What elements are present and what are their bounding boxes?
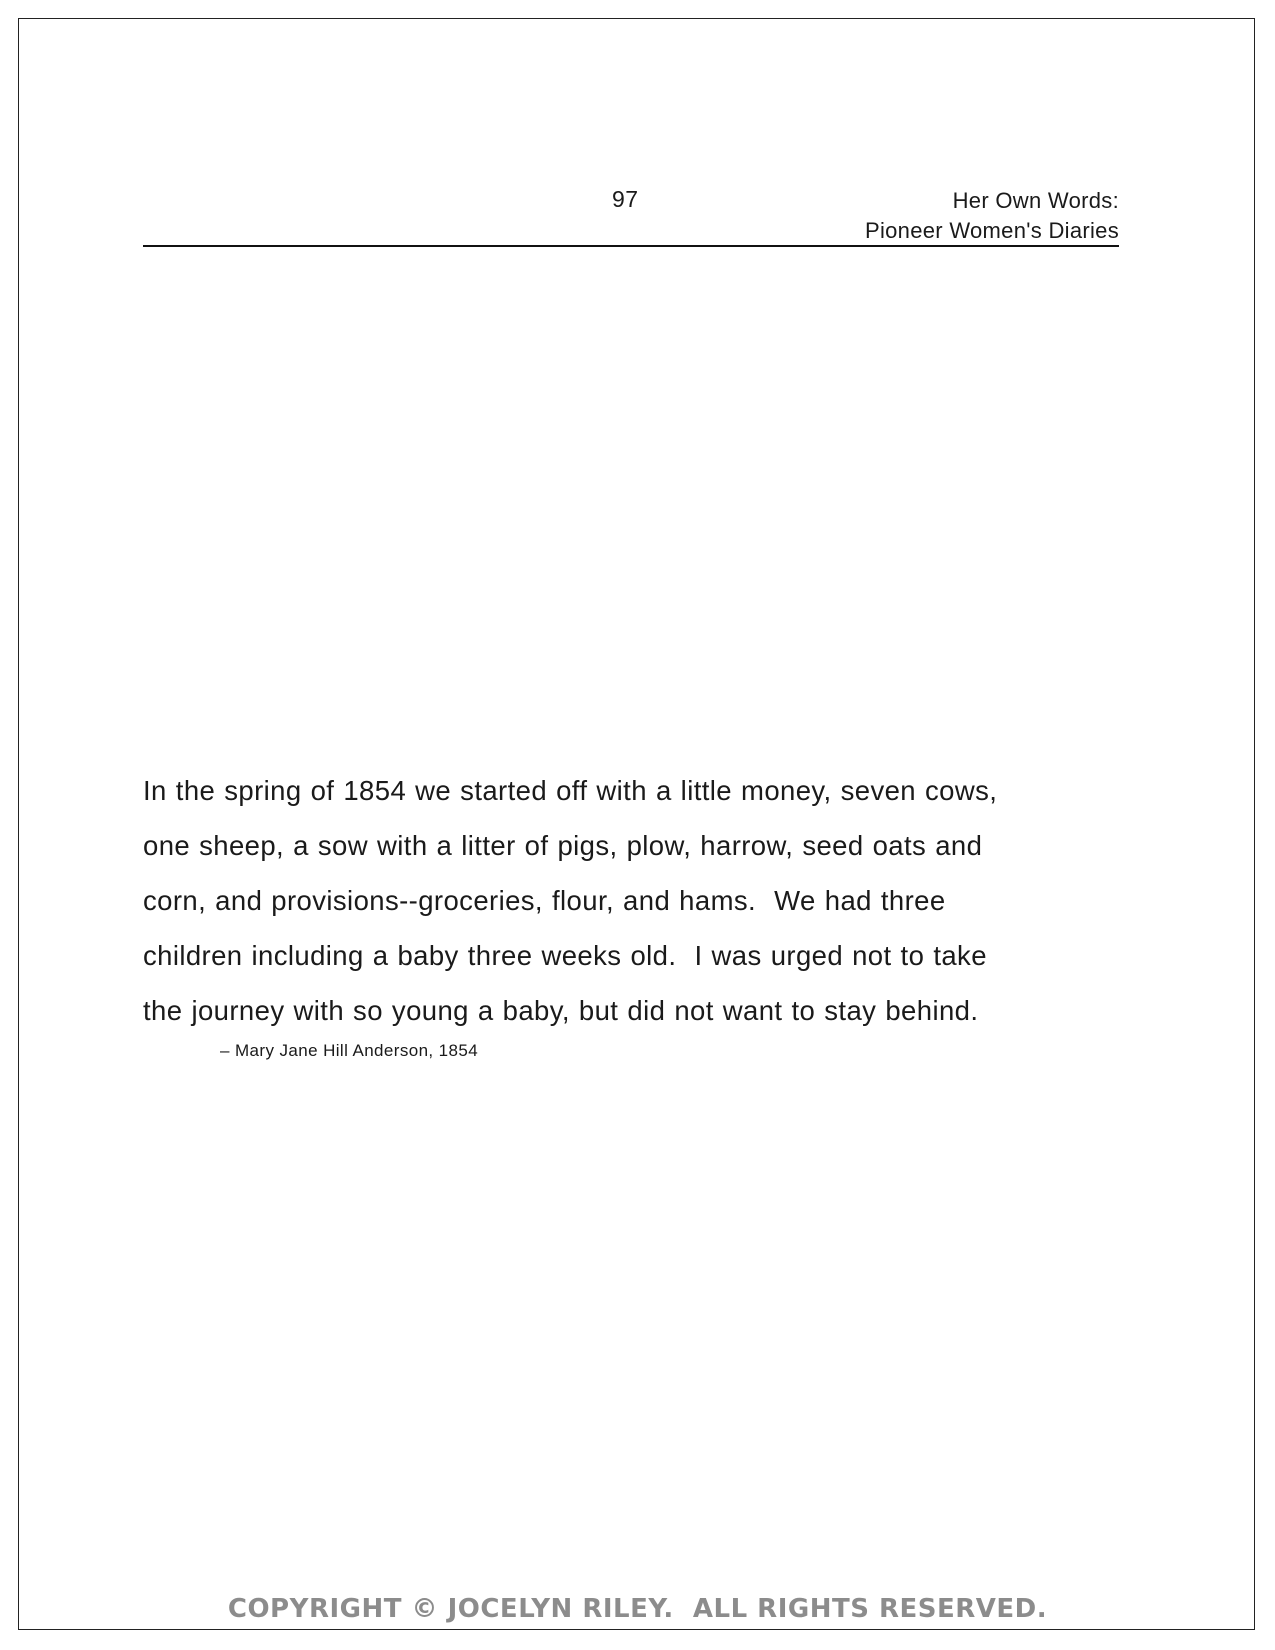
quote-line: one sheep, a sow with a litter of pigs, plow, harrow, seed oats and [143, 830, 983, 861]
copyright-notice: COPYRIGHT © JOCELYN RILEY. ALL RIGHTS RESERVED. [227, 1594, 1048, 1624]
book-title-line-1: Her Own Words: [952, 188, 1119, 213]
quote-line: children including a baby three weeks old. I was urged not to take [143, 940, 987, 971]
page-number: 97 [612, 186, 639, 212]
quote-line: the journey with so young a baby, but did not want to stay behind. [143, 995, 979, 1026]
quote-line: In the spring of 1854 we started off with a little money, seven cows, [143, 775, 998, 806]
diary-quote [143, 763, 1133, 1038]
running-head [865, 186, 1119, 246]
header-rule [143, 245, 1119, 247]
quote-line: corn, and provisions--groceries, flour, and hams. We had three [143, 885, 946, 916]
quote-attribution: – Mary Jane Hill Anderson, 1854 [220, 1041, 479, 1060]
book-title-line-2: Pioneer Women's Diaries [864, 218, 1119, 243]
